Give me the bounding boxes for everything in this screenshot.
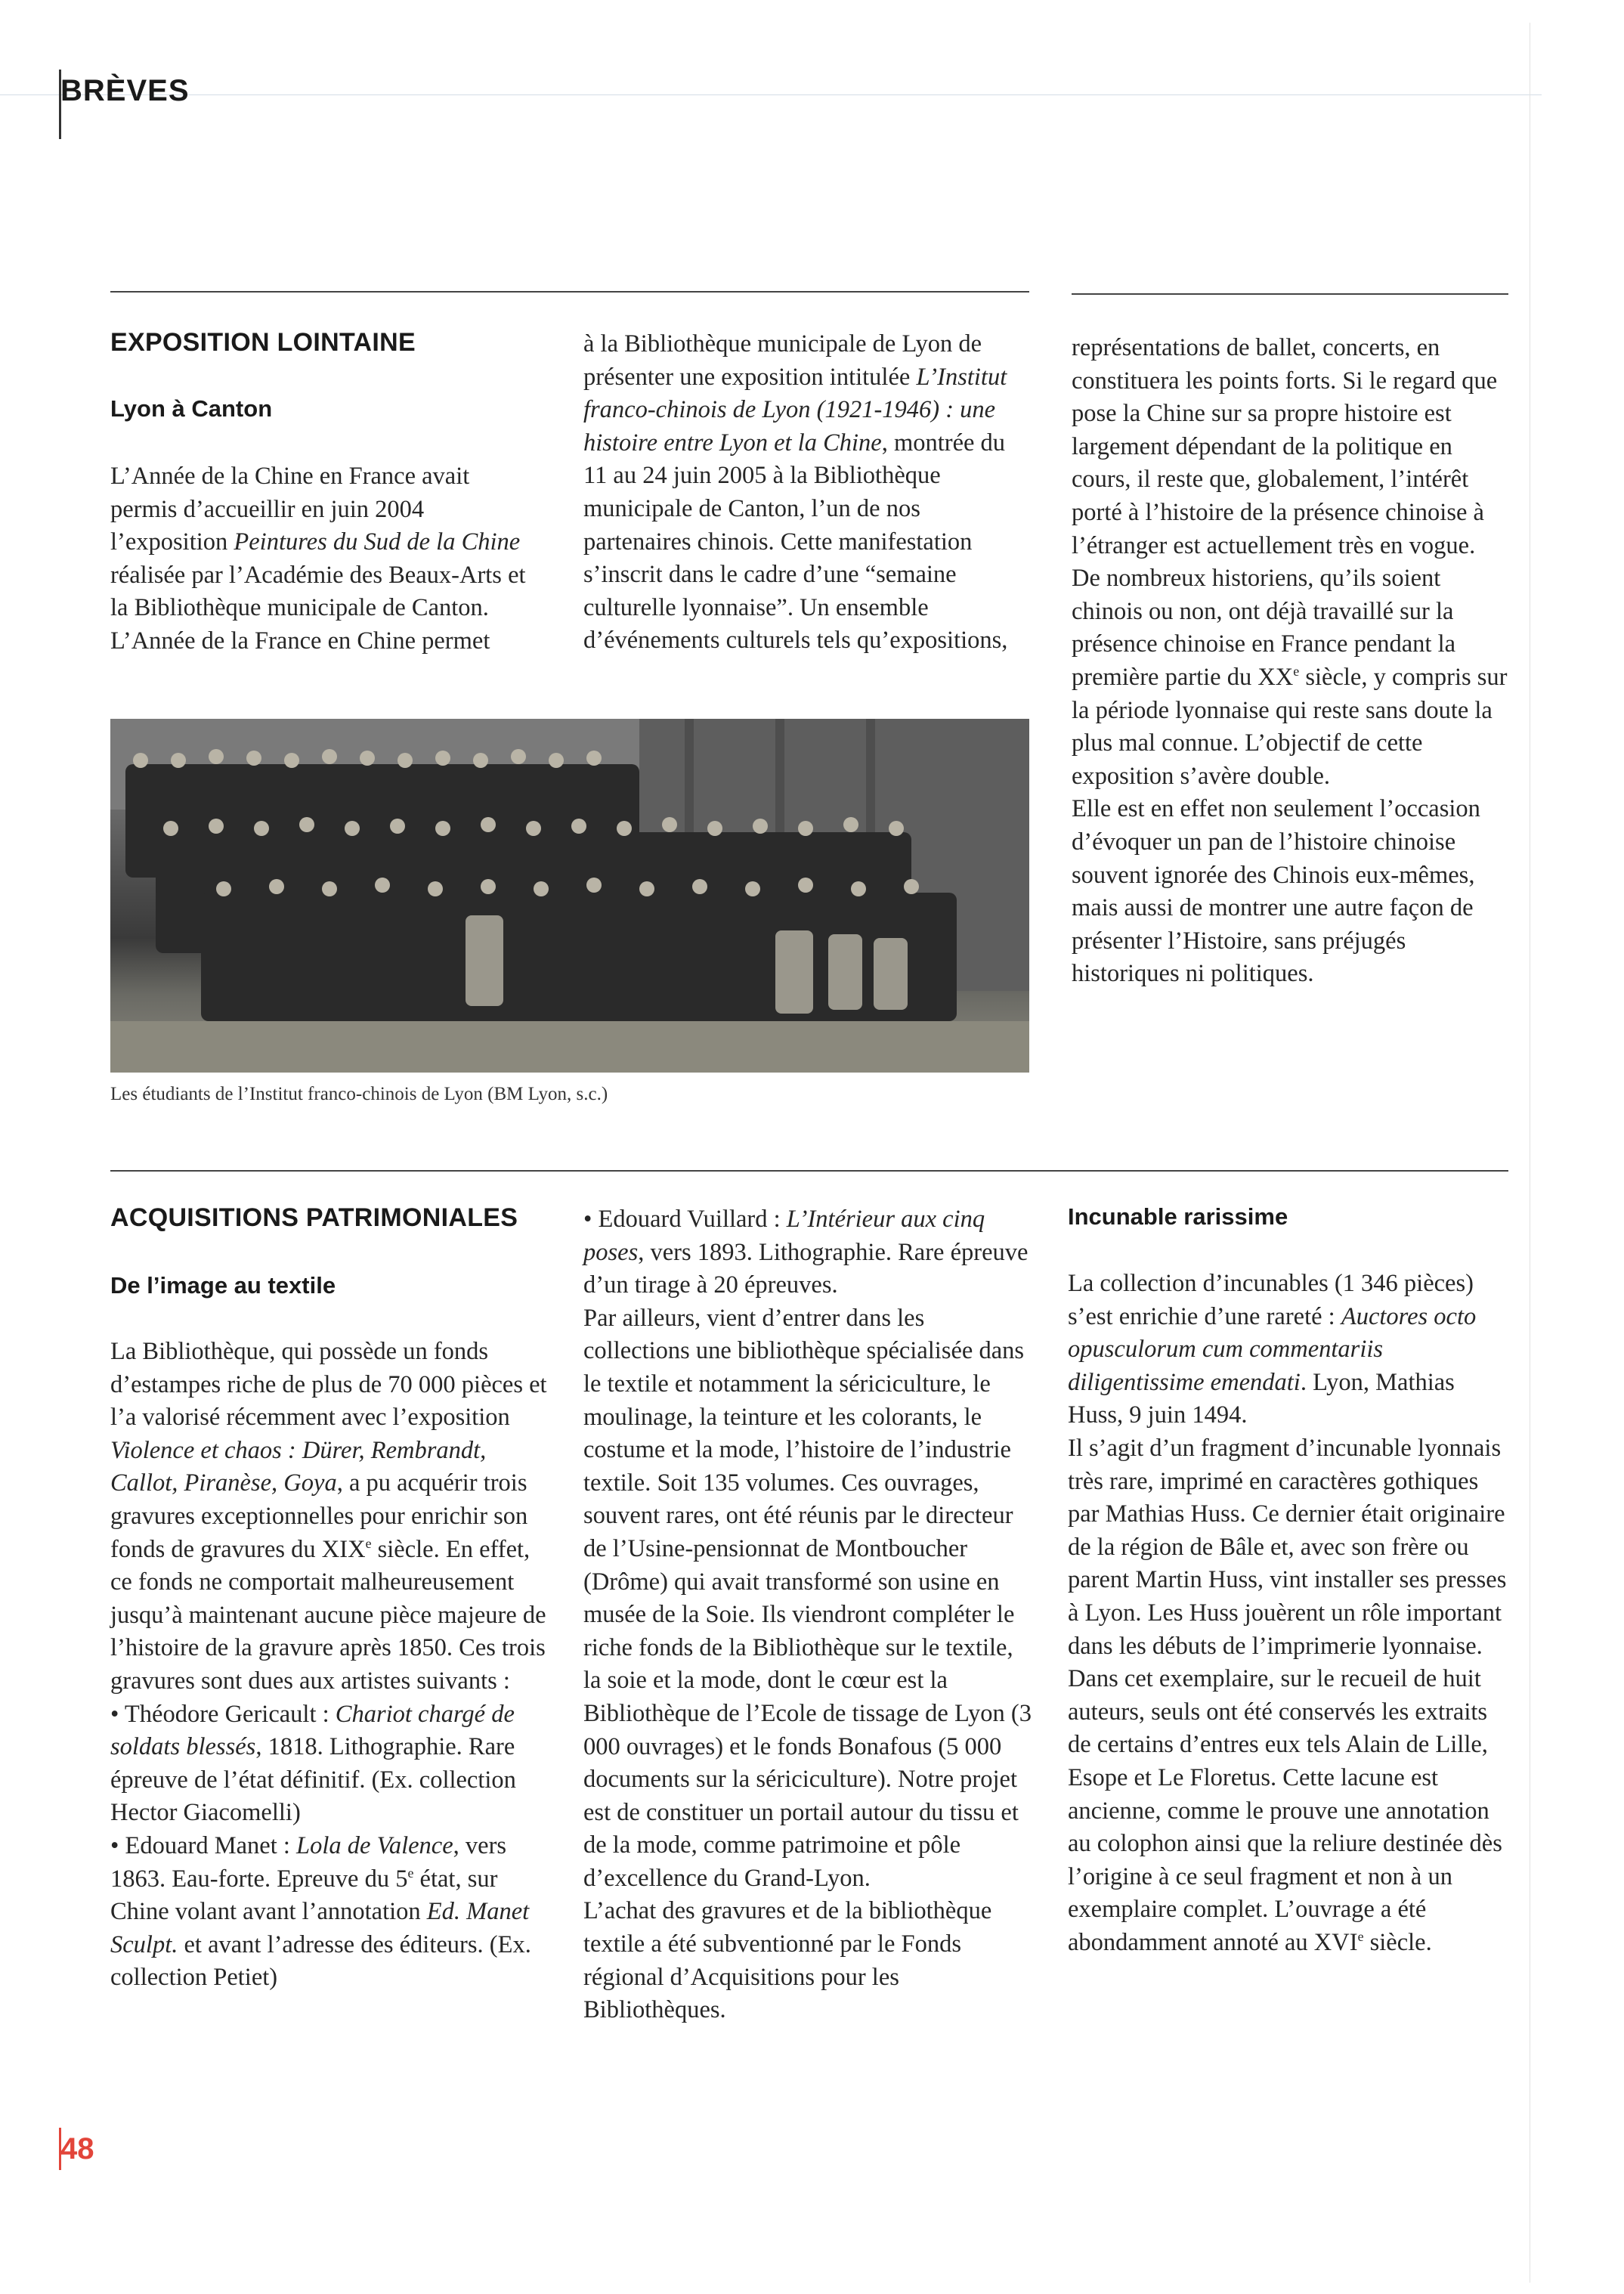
page-number: 48 (60, 2132, 94, 2166)
article2-col2-text: • Edouard Vuillard : L’Intérieur aux cinq poses, vers 1893. Lithographie. Rare épreuve d’un tirage à 20 épreuves. Par ailleurs, vient d’entrer dans les collections une bibliothèque spécialisée dans le textile et notamment la sériciculture, le moulinage, la teinture et les colorants, le costume et la mode, l’histoire de l’industrie textile. Soit 135 volumes. Ces ouvrages, souvent rares, ont été réunis par le directeur de l’Usine-pensionnat de Montboucher (Drôme) qui avait transformé son usine en musée de la Soie. Ils viendront compléter le riche fonds de la Bibliothèque sur le textile, la soie et la mode, dont le cœur est la Bibliothèque de l’Ecole de tissage de Lyon (3 000 ouvrages) et le fonds Bonafous (5 000 documents sur la sériciculture). Notre projet est de constituer un portail autour du tissu et de la mode, comme patrimoine et pôle d’excellence du Grand-Lyon. L’achat des gravures et de la bibliothèque textile a été subventionné par le Fonds régional d’Acquisitions pour les Bibliothèques. (583, 1206, 1032, 2024)
article3-col3 (1068, 1268, 1514, 1959)
article1-rule-right (1072, 293, 1508, 295)
article1-col1 (110, 460, 534, 658)
article2-rule (110, 1170, 1508, 1172)
article3-col3-text: La collection d’incunables (1 346 pièces) s’est enrichie d’une rareté : Auctores octo opusculorum cum commentariis diligentissime emendati. Lyon, Mathias Huss, 9 juin 1494. Il s’agit d’un fragment d’incunable lyonnais très rare, imprimé en caractères gothiques par Mathias Huss. Ce dernier était originaire de la région de Bâle et, avec son frère ou parent Martin Huss, vint installer ses presses à Lyon. Les Huss jouèrent un rôle important dans les débuts de l’imprimerie lyonnaise. Dans cet exemplaire, sur le recueil de huit auteurs, seuls ont été conservés les extraits de certains d’entres eux tels Alain de Lille, Esope et Le Floretus. Cette lacune est ancienne, comme le prouve une annotation au colophon ainsi que la reliure destinée dès l’origine à ce seul fragment et non à un exemplaire complet. L’ouvrage a été abondamment annoté au XVIe siècle. (1068, 1270, 1507, 1956)
article2-col1-text: La Bibliothèque, qui possède un fonds d’estampes riche de plus de 70 000 pièces et l’a valorisé récemment avec l’exposition Violence et chaos : Dürer, Rembrandt, Callot, Piranèse, Goya, a pu acquérir trois gravures exceptionnelles pour enrichir son fonds de gravures du XIXe siècle. En effet, ce fonds ne comportait malheureusement jusqu’à maintenant aucune pièce majeure de l’histoire de la gravure après 1850. Ces trois gravures sont dues aux artistes suivants : • Théodore Gericault : Chariot chargé de soldats blessés, 1818. Lithographie. Rare épreuve de l’état définitif. (Ex. collection Hector Giacomelli) • Edouard Manet : Lola de Valence, vers 1863. Eau-forte. Epreuve du 5e état, sur Chine volant avant l’annotation Ed. Manet Sculpt. et avant l’adresse des éditeurs. (Ex. collection Petiet) (110, 1338, 547, 1992)
article1-col2-text: à la Bibliothèque municipale de Lyon de présenter une exposition intitulée L’Institut franco-chinois de Lyon (1921-1946) : une histoire entre Lyon et la Chine, montrée du 11 au 24 juin 2005 à la Bibliothèque municipale de Canton, l’un de nos partenaires chinois. Cette manifestation s’inscrit dans le cadre d’une “semaine culturelle lyonnaise”. Un ensemble d’événements culturels tels qu’expositions, (583, 330, 1008, 655)
article1-heading: EXPOSITION LOINTAINE (110, 328, 416, 357)
article1-col3-text: représentations de ballet, concerts, en constituera les points forts. Si le regard que pose la Chine sur sa propre histoire est largement dépendant de la politique en cours, il reste que, globalement, l’intérêt porté à l’histoire de la présence chinoise à l’étranger est actuellement très en vogue. De nombreux historiens, qu’ils soient chinois ou non, ont déjà travaillé sur la présence chinoise en France pendant la première partie du XXe siècle, y compris sur la période lyonnaise qui reste sans doute la plus mal connue. L’objectif de cette exposition s’avère double. Elle est en effet non seulement l’occasion d’évoquer un pan de l’histoire chinoise souvent ignorée des Chinois eux-mêmes, mais aussi de montrer une autre façon de présenter l’Histoire, sans préjugés historiques ni politiques. (1072, 334, 1508, 988)
article1-col2 (583, 328, 1029, 658)
header-rule (0, 94, 1542, 95)
group-photo-illustration (110, 719, 1029, 1073)
article1-col3 (1072, 332, 1517, 991)
article2-col2 (583, 1203, 1037, 2027)
article2-subheading: De l’image au textile (110, 1272, 336, 1299)
article2-heading: ACQUISITIONS PATRIMONIALES (110, 1203, 518, 1232)
article1-subheading: Lyon à Canton (110, 395, 273, 422)
article2-col1 (110, 1336, 549, 1995)
article1-col1-text: L’Année de la Chine en France avait permis d’accueillir en juin 2004 l’exposition Peintures du Sud de la Chine réalisée par l’Académie des Beaux-Arts et la Bibliothèque municipale de Canton. L’Année de la France en Chine permet (110, 463, 526, 655)
group-photo (110, 719, 1029, 1073)
photo-caption: Les étudiants de l’Institut franco-chinois de Lyon (BM Lyon, s.c.) (110, 1084, 608, 1104)
article3-subheading: Incunable rarissime (1068, 1203, 1288, 1230)
article1-rule-left (110, 291, 1029, 293)
section-title: BRÈVES (60, 74, 190, 107)
